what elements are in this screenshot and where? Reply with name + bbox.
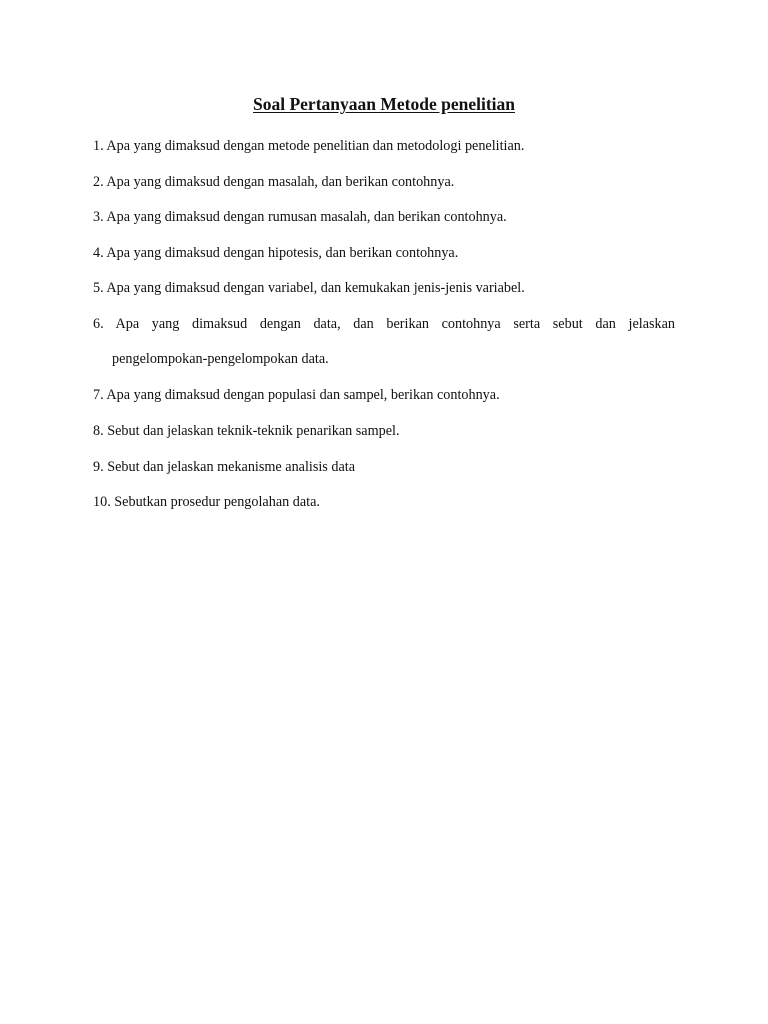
question-10: 10. Sebutkan prosedur pengolahan data.: [93, 494, 320, 510]
question-6-line-1: 6. Apa yang dimaksud dengan data, dan berikan contohnya serta sebut dan jelaskan: [93, 316, 675, 332]
question-7: 7. Apa yang dimaksud dengan populasi dan sampel, berikan contohnya.: [93, 387, 500, 403]
question-1: 1. Apa yang dimaksud dengan metode penelitian dan metodologi penelitian.: [93, 138, 525, 154]
question-5: 5. Apa yang dimaksud dengan variabel, dan kemukakan jenis-jenis variabel.: [93, 280, 525, 296]
question-2: 2. Apa yang dimaksud dengan masalah, dan berikan contohnya.: [93, 174, 455, 190]
question-6-line-2: pengelompokan-pengelompokan data.: [112, 351, 329, 367]
question-6: [93, 314, 675, 369]
question-8: 8. Sebut dan jelaskan teknik-teknik penarikan sampel.: [93, 423, 400, 439]
question-4: 4. Apa yang dimaksud dengan hipotesis, dan berikan contohnya.: [93, 245, 459, 261]
page-title-text: Soal Pertanyaan Metode penelitian: [253, 94, 515, 114]
question-3: 3. Apa yang dimaksud dengan rumusan masalah, dan berikan contohnya.: [93, 209, 507, 225]
page-title: [0, 93, 768, 115]
question-9: 9. Sebut dan jelaskan mekanisme analisis data: [93, 459, 356, 475]
